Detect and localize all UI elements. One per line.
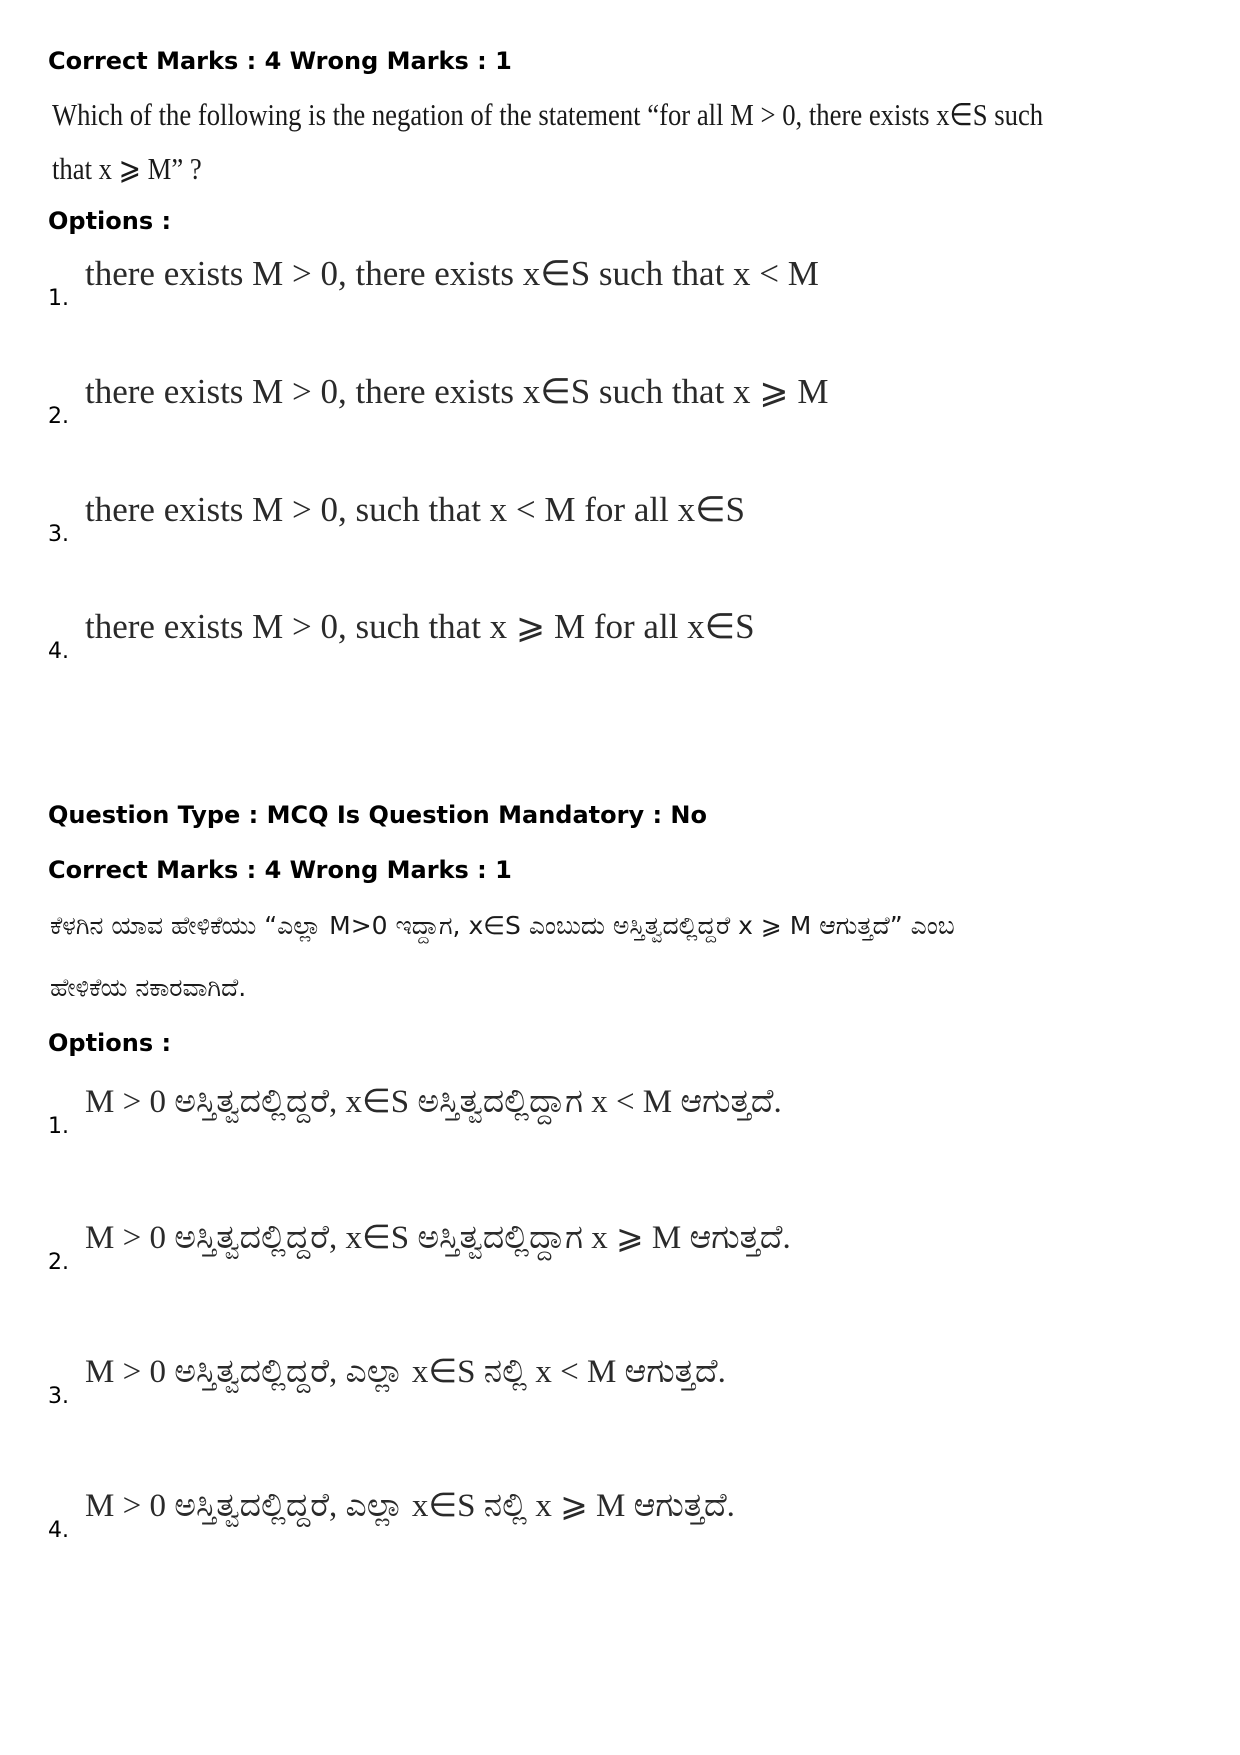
q2-stem-line1: ಕೆಳಗಿನ ಯಾವ ಹೇಳಿಕೆಯು “ಎಲ್ಲಾ M>0 ಇದ್ದಾಗ, x∈S ಎಂಬುದು ಅಸ್ತಿತ್ವದಲ್ಲಿದ್ದರೆ x ⩾ M ಆಗುತ್ತದೆ” ಎಂಬ [50, 911, 955, 940]
q2-option-3[interactable] [48, 1350, 1048, 1410]
option-number: 3. [48, 1384, 69, 1409]
q1-option-1[interactable] [48, 252, 1048, 312]
q1-stem-line2: that x ⩾ M” ? [52, 151, 202, 186]
option-text: there exists M > 0, such that x < M for all x∈S [85, 490, 746, 529]
option-text: there exists M > 0, there exists x∈S such that x ⩾ M [85, 372, 829, 411]
q2-marks: Correct Marks : 4 Wrong Marks : 1 [48, 856, 512, 884]
option-number: 1. [48, 286, 69, 311]
option-number: 4. [48, 1518, 69, 1543]
q1-option-4[interactable] [48, 605, 1048, 665]
option-number: 1. [48, 1114, 69, 1139]
option-text: M > 0 ಅಸ್ತಿತ್ವದಲ್ಲಿದ್ದರೆ, ಎಲ್ಲಾ x∈S ನಲ್ಲಿ x ⩾ M ಆಗುತ್ತದೆ. [85, 1488, 735, 1524]
option-number: 2. [48, 404, 69, 429]
q1-stem-line1: Which of the following is the negation of the statement “for all M > 0, there exists x∈S such [52, 97, 1044, 132]
option-text: there exists M > 0, such that x ⩾ M for all x∈S [85, 607, 755, 646]
option-text: M > 0 ಅಸ್ತಿತ್ವದಲ್ಲಿದ್ದರೆ, x∈S ಅಸ್ತಿತ್ವದಲ್ಲಿದ್ದಾಗ x ⩾ M ಆಗುತ್ತದೆ. [85, 1220, 791, 1256]
q2-options-label: Options : [48, 1029, 172, 1057]
q1-marks: Correct Marks : 4 Wrong Marks : 1 [48, 47, 512, 75]
q2-stem-line2: ಹೇಳಿಕೆಯ ನಕಾರವಾಗಿದೆ. [50, 973, 247, 1002]
option-text: M > 0 ಅಸ್ತಿತ್ವದಲ್ಲಿದ್ದರೆ, x∈S ಅಸ್ತಿತ್ವದಲ್ಲಿದ್ದಾಗ x < M ಆಗುತ್ತದೆ. [85, 1084, 782, 1120]
q1-option-3[interactable] [48, 488, 1048, 548]
option-number: 2. [48, 1250, 69, 1275]
q1-option-2[interactable] [48, 370, 1048, 430]
q2-question-type: Question Type : MCQ Is Question Mandatory : No [48, 801, 707, 829]
option-number: 4. [48, 639, 69, 664]
option-text: there exists M > 0, there exists x∈S such that x < M [85, 254, 819, 293]
q2-option-4[interactable] [48, 1484, 1048, 1544]
q1-options-label: Options : [48, 207, 172, 235]
q2-option-2[interactable] [48, 1216, 1048, 1276]
option-text: M > 0 ಅಸ್ತಿತ್ವದಲ್ಲಿದ್ದರೆ, ಎಲ್ಲಾ x∈S ನಲ್ಲಿ x < M ಆಗುತ್ತದೆ. [85, 1354, 726, 1390]
q2-option-1[interactable] [48, 1080, 1048, 1140]
option-number: 3. [48, 522, 69, 547]
